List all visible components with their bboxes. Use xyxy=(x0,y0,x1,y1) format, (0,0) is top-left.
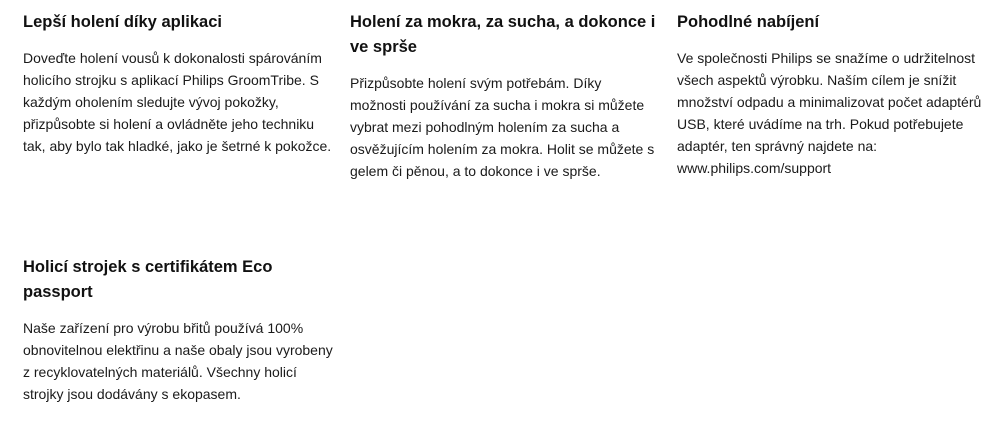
feature-description: Přizpůsobte holení svým potřebám. Díky možnosti používání za sucha i mokra si můžete vybrat mezi pohodlným holením za sucha a osvěžujícím holením za mokra. Holit se můžete s gelem či pěnou, a to dokonce i ve sprše. xyxy=(350,75,655,179)
feature-description: Doveďte holení vousů k dokonalosti spárováním holicího strojku s aplikací Philips GroomTribe. S každým oholením sledujte vývoj pokožky, přizpůsobte si holení a ovládněte jeho techniku tak, aby bylo tak hladké, jako je šetrné k pokožce. xyxy=(23,50,332,154)
feature-app-shaving xyxy=(23,10,333,157)
feature-title: Holení za mokra, za sucha, a dokonce i ve sprše xyxy=(350,13,656,56)
feature-description: Naše zařízení pro výrobu břitů používá 100% obnovitelnou elektřinu a naše obaly jsou vyrobeny z recyklovatelných materiálů. Všechny holicí strojky jsou dodávány s ekopasem. xyxy=(23,320,333,402)
feature-title: Pohodlné nabíjení xyxy=(677,13,820,31)
feature-convenient-charging xyxy=(677,10,987,179)
feature-title: Holicí strojek s certifikátem Eco passport xyxy=(23,258,273,301)
feature-title: Lepší holení díky aplikaci xyxy=(23,13,222,31)
feature-description: Ve společnosti Philips se snažíme o udržitelnost všech aspektů výrobku. Naším cílem je snížit množství odpadu a minimalizovat počet adaptérů USB, které uvádíme na trh. Pokud potřebujete adaptér, ten správný najdete na: www.philips.com/support xyxy=(677,50,982,176)
feature-eco-passport xyxy=(23,255,333,405)
feature-wet-dry-shaving xyxy=(350,10,660,182)
